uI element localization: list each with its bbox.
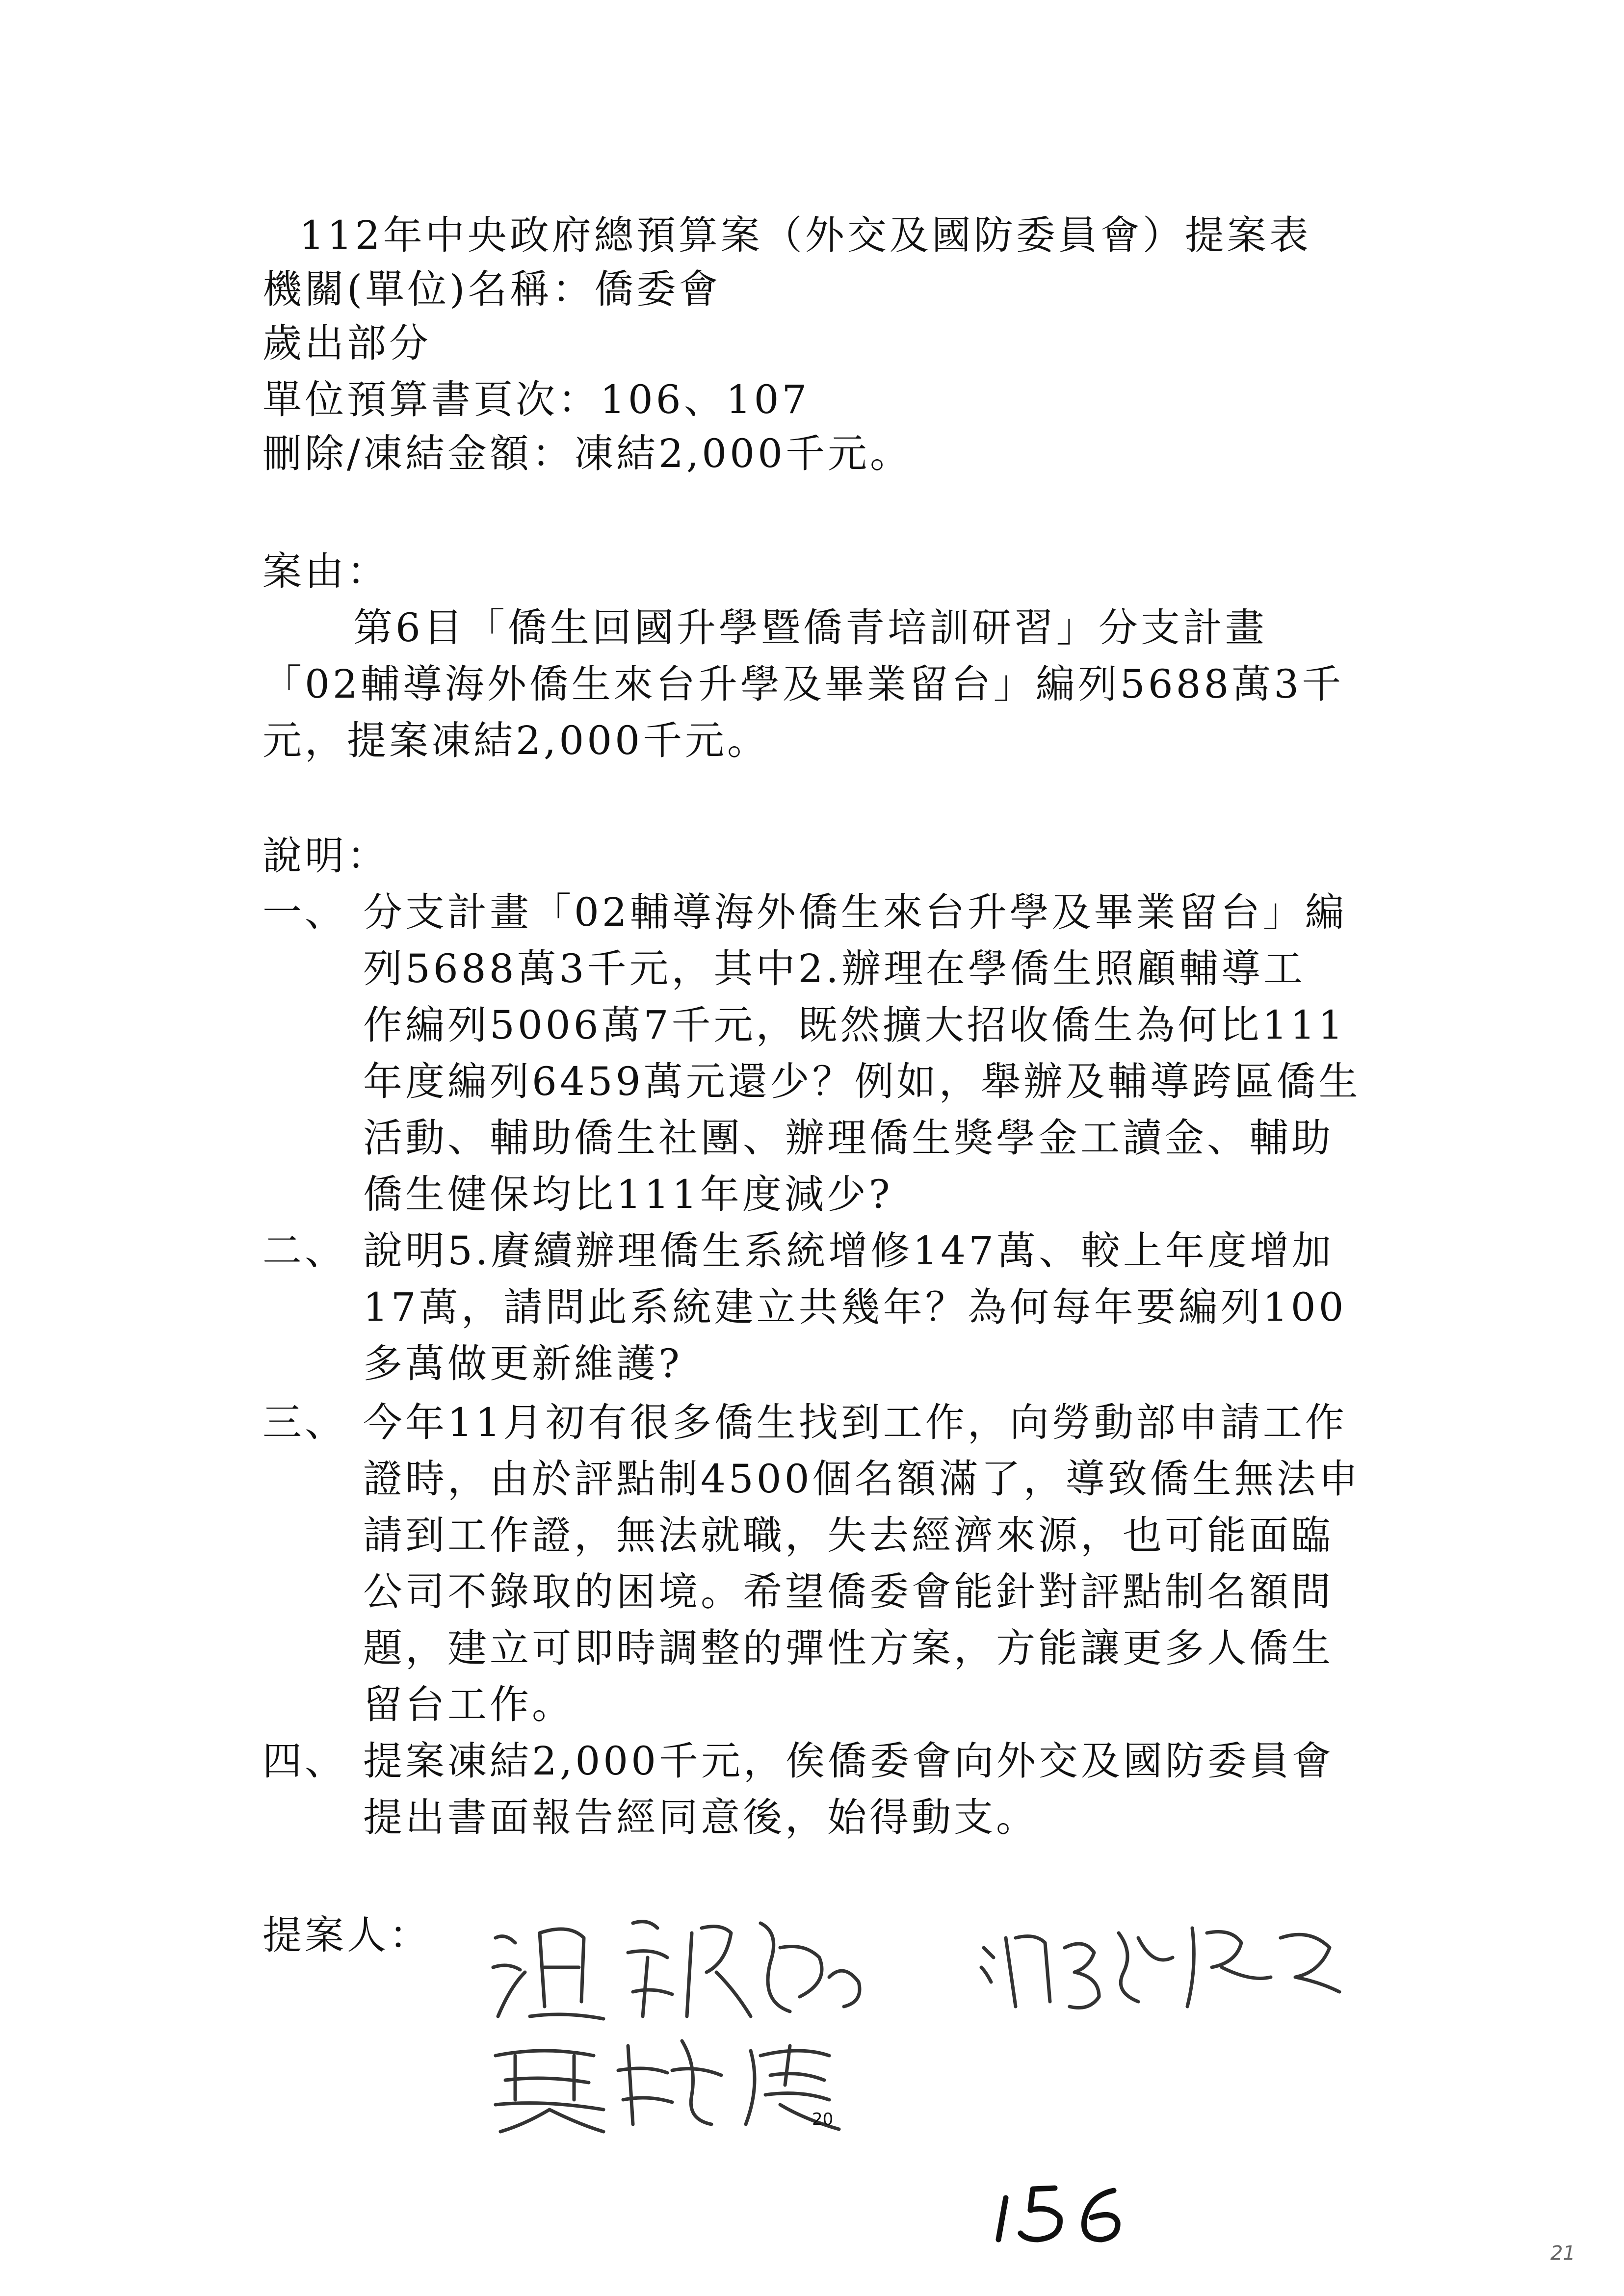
- reason-line: 第6目「僑生回國升學暨僑青培訓研習」分支計畫: [353, 605, 1267, 651]
- explanation-heading: 說明：: [262, 833, 389, 879]
- item-number: 四、: [262, 1738, 347, 1784]
- section-label: 歲出部分: [262, 320, 431, 366]
- item-line: 請到工作證，無法就職，失去經濟來源，也可能面臨: [363, 1513, 1334, 1558]
- document-title: 112年中央政府總預算案（外交及國防委員會）提案表: [299, 212, 1311, 258]
- item-line: 分支計畫「02輔導海外僑生來台升學及畢業留台」編: [363, 889, 1347, 935]
- corner-page-number: 21: [1550, 2242, 1575, 2265]
- item-number: 一、: [262, 889, 347, 935]
- item-line: 列5688萬3千元，其中2.辦理在學僑生照顧輔導工: [363, 946, 1306, 991]
- item-line: 留台工作。: [363, 1682, 574, 1727]
- signature-2: [976, 1908, 1349, 2021]
- agency-name: 機關(單位)名稱：僑委會: [262, 266, 721, 312]
- item-line: 公司不錄取的困境。希望僑委會能針對評點制名額問: [363, 1569, 1334, 1615]
- reason-line: 「02輔導海外僑生來台升學及畢業留台」編列5688萬3千: [262, 661, 1344, 707]
- handwritten-page-number: [991, 2178, 1138, 2247]
- budget-pages: 單位預算書頁次：106、107: [262, 377, 810, 422]
- item-line: 說明5.賡續辦理僑生系統增修147萬、較上年度增加: [363, 1228, 1335, 1274]
- freeze-amount: 刪除/凍結金額：凍結2,000千元。: [262, 431, 912, 476]
- item-line: 證時，由於評點制4500個名額滿了，導致僑生無法申: [363, 1456, 1361, 1502]
- item-line: 提案凍結2,000千元，俟僑委會向外交及國防委員會: [363, 1738, 1335, 1784]
- page-number: 20: [812, 2110, 834, 2129]
- item-line: 多萬做更新維護?: [363, 1341, 682, 1386]
- item-line: 作編列5006萬7千元，既然擴大招收僑生為何比111: [363, 1002, 1346, 1048]
- item-line: 17萬，請問此系統建立共幾年？為何每年要編列100: [363, 1284, 1347, 1330]
- item-line: 今年11月初有很多僑生找到工作，向勞動部申請工作: [363, 1400, 1347, 1445]
- item-line: 題，建立可即時調整的彈性方案，方能讓更多人僑生: [363, 1625, 1334, 1671]
- item-line: 年度編列6459萬元還少？例如，舉辦及輔導跨區僑生: [363, 1059, 1361, 1104]
- item-number: 三、: [262, 1400, 347, 1445]
- reason-line: 元，提案凍結2,000千元。: [262, 718, 770, 763]
- reason-heading: 案由：: [262, 548, 389, 594]
- item-line: 活動、輔助僑生社團、辦理僑生獎學金工讀金、輔助: [363, 1115, 1334, 1161]
- item-line: 僑生健保均比111年度減少?: [363, 1172, 893, 1217]
- item-number: 二、: [262, 1228, 347, 1274]
- signature-1: [486, 1904, 893, 2041]
- item-line: 提出書面報告經同意後，始得動支。: [363, 1795, 1038, 1840]
- proposer-label: 提案人：: [262, 1912, 431, 1958]
